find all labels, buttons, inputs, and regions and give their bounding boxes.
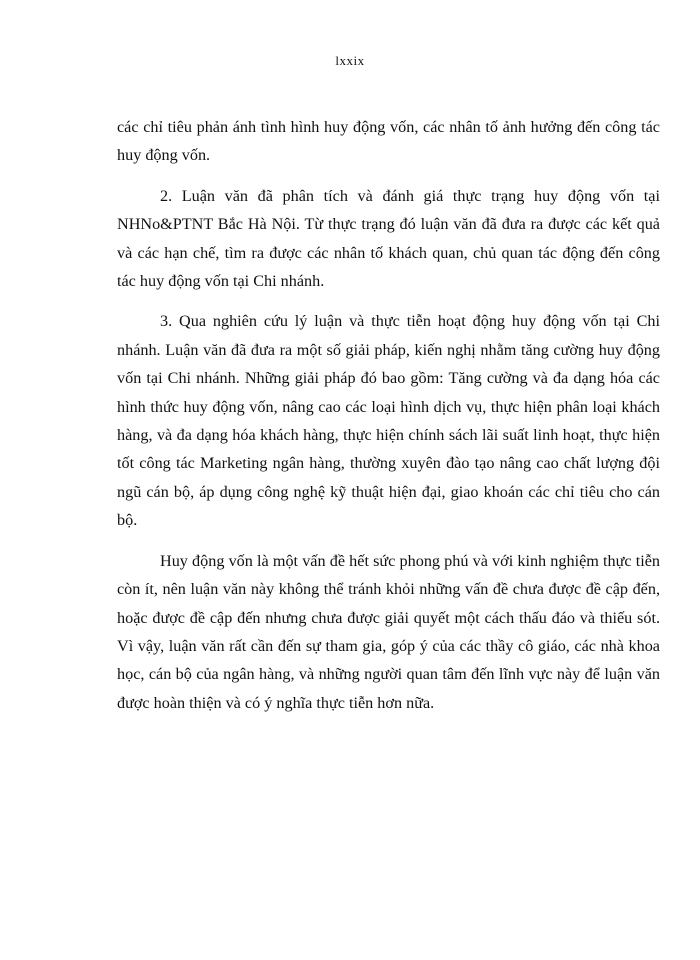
paragraph-point-2: 2. Luận văn đã phân tích và đánh giá thực trạng huy động vốn tại NHNo&PTNT Bắc Hà Nội. Từ thực trạng đó luận văn đã đưa ra được các kết quả và các hạn chế, tìm ra được các nhân tố khách quan, chủ quan tác động đến công tác huy động vốn tại Chi nhánh. — [117, 186, 660, 291]
paragraph-continuation: các chỉ tiêu phản ánh tình hình huy động vốn, các nhân tố ảnh hưởng đến công tác huy động vốn. — [117, 118, 660, 165]
document-body — [117, 113, 660, 729]
paragraph-closing: Huy động vốn là một vấn đề hết sức phong phú và với kinh nghiệm thực tiễn còn ít, nên luận văn này không thể tránh khỏi những vấn đề chưa được đề cập đến, hoặc được đề cập đến nhưng chưa được giải quyết một cách thấu đáo và thiếu sót. Vì vậy, luận văn rất cần đến sự tham gia, góp ý của các thầy cô giáo, các nhà khoa học, cán bộ của ngân hàng, và những người quan tâm đến lĩnh vực này để luận văn được hoàn thiện và có ý nghĩa thực tiễn hơn nữa. — [117, 551, 660, 712]
paragraph-point-3: 3. Qua nghiên cứu lý luận và thực tiễn hoạt động huy động vốn tại Chi nhánh. Luận văn đã đưa ra một số giải pháp, kiến nghị nhằm tăng cường huy động vốn tại Chi nhánh. Những giải pháp đó bao gồm: Tăng cường và đa dạng hóa các hình thức huy động vốn, nâng cao các loại hình dịch vụ, thực hiện phân loại khách hàng, và đa dạng hóa khách hàng, thực hiện chính sách lãi suất linh hoạt, thực hiện tốt công tác Marketing ngân hàng, thường xuyên đào tạo nâng cao chất lượng đội ngũ cán bộ, áp dụng công nghệ kỹ thuật hiện đại, giao khoán các chỉ tiêu cho cán bộ. — [117, 312, 660, 530]
page-number: lxxix — [335, 53, 365, 68]
